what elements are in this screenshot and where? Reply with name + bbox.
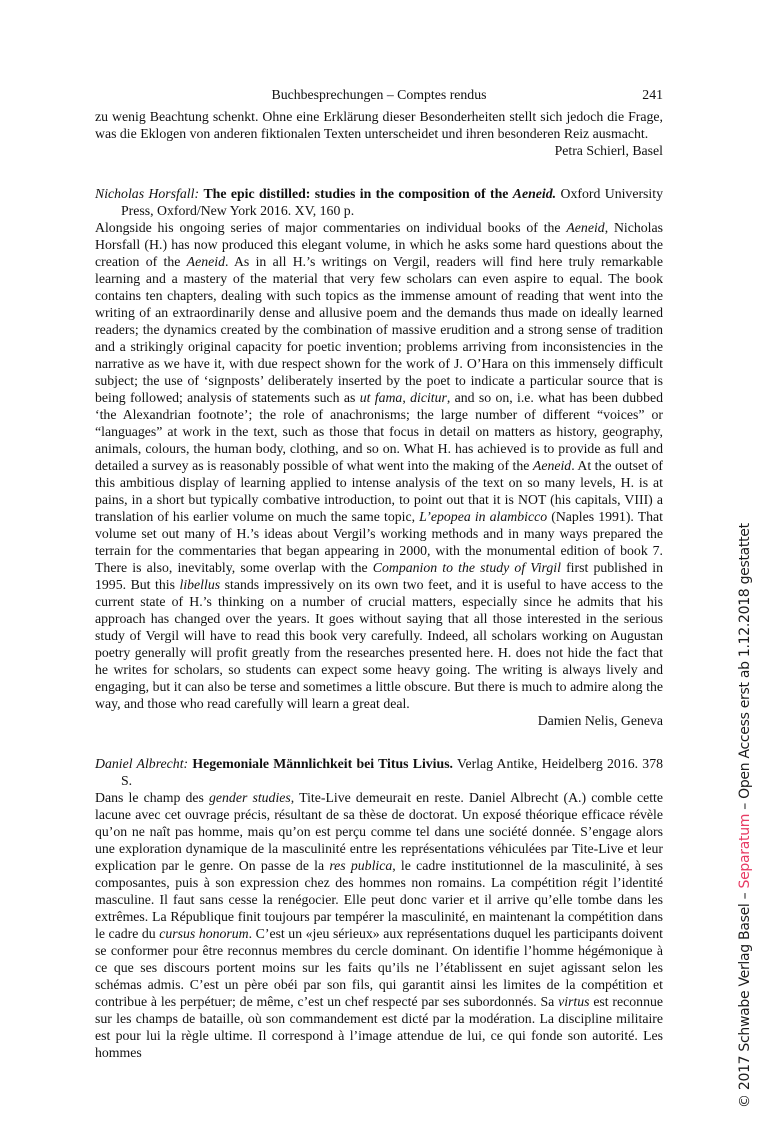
text-segment: first published in 1995. But this bbox=[95, 560, 663, 592]
review-horsfall-body bbox=[95, 219, 663, 712]
review-horsfall bbox=[95, 185, 663, 729]
copyright-sidebar-vertical-text bbox=[737, 486, 759, 1108]
text-segment: est reconnue sur les champs de bataille, où son commandement est dicté par la modération. La discipline militaire est pour lui la règle ultime. Il correspond à l’image attendue de lui, ce qui fonde son autorité. Les hommes bbox=[95, 994, 663, 1060]
text-segment: gender studies bbox=[209, 790, 291, 805]
text-column bbox=[95, 108, 663, 1061]
text-segment: , Tite-Live demeurait en reste. Daniel Albrecht (A.) comble cette lacune avec cet ouvrage précis, résultant de sa thèse de doctorat. Un exposé théorique efficace révèle qu’on ne naît pas homme, mais qu’on est perçu comme tel dans une société donnée. S’engage alors une exploration dynamique de la masculinité entre les représentations véhiculées par Tite-Live et leur explication par le genre. On passe de la bbox=[95, 790, 664, 873]
text-segment: Verlag Antike, Heidelberg 2016. 378 S. bbox=[121, 756, 664, 788]
text-segment: ut fama bbox=[359, 390, 403, 405]
review-albrecht bbox=[95, 755, 663, 1061]
text-segment: The epic distilled: studies in the composition of the bbox=[203, 186, 513, 201]
text-segment: , le cadre institutionnel de la masculinité, à ses composantes, puis à son expression chez des hommes non romains. La compétition régit l’identité masculine. Il faut sans cesse la renégocier. Elle peut donc varier et il arrive qu’elle tombe dans les extrêmes. La République finit toujours par tempérer la masculinité, en maintenant la compétition dans le cadre du bbox=[95, 858, 664, 941]
text-segment: virtus bbox=[558, 994, 590, 1009]
text-segment: , bbox=[402, 390, 411, 405]
text-segment: Separatum bbox=[737, 813, 753, 889]
reviewer-signature-nelis: Damien Nelis, Geneva bbox=[537, 713, 663, 728]
reviewer-signature-schierl: Petra Schierl, Basel bbox=[554, 143, 663, 158]
text-segment: . As in all H.’s writings on Vergil, readers will find here truly remarkable learning and a mastery of the material that very few scholars can even aspire to equal. The book contains ten chapters, dealing with such topics as the immense amount of reading that went into the writing of an extraordinarily dense and allusive poem and the demands thus made on ideally learned readers; the dynamics created by the combination of massive erudition and a strong sense of tradition and a strikingly original capacity for poetic invention; problems arriving from inconsistencies in the narrative as we have it, with due respect shown for the work of J. O’Hara on this immensely difficult subject; the use of ‘signposts’ deliberately inserted by the poet to indicate a particular source that is being followed; analysis of statements such as bbox=[95, 254, 664, 405]
text-segment: . C’est un «jeu sérieux» aux représentations duquel les participants doivent se conformer pour être reconnus membres du cercle dominant. On identifie l’homme hégémonique à ce que ses discours portent moins sur les faits qu’ils ne l’établissent en sujet agissant selon les schémas admis. C’est un père obéi par son fils, qui garantit ainsi les limites de la compétition et contribue à les perpétuer; de même, c’est un chef respecté par ses subordonnés. Sa bbox=[95, 926, 663, 1009]
page-number: 241 bbox=[642, 87, 663, 102]
review-albrecht-heading bbox=[95, 755, 663, 789]
review-horsfall-heading bbox=[95, 185, 663, 219]
continuation-paragraph: zu wenig Beachtung schenkt. Ohne eine Erklärung dieser Besonderheiten stellt sich jedoch die Frage, was die Eklogen von anderen fiktionalen Texten unterscheidet und ihren besonderen Reiz ausmacht. bbox=[95, 109, 663, 141]
text-segment: . At the outset of this ambitious display of learning applied to intense analysis of the text on so many levels, H. is at pains, in a short but typically combative introduction, to point out that it is NOT (his capitals, VIII) a translation of his earlier volume on much the same topic, bbox=[95, 458, 663, 524]
text-segment: © 2017 Schwabe Verlag Basel – bbox=[737, 888, 753, 1108]
text-segment: Nicholas Horsfall: bbox=[95, 186, 204, 201]
running-head-title: Buchbesprechungen – Comptes rendus bbox=[271, 87, 487, 102]
text-segment: Aeneid bbox=[186, 254, 225, 269]
text-segment: Aeneid. bbox=[512, 186, 557, 201]
text-segment: dicitur bbox=[410, 390, 447, 405]
text-segment: – Open Access erst ab 1.12.2018 gestattet bbox=[737, 523, 753, 814]
text-segment: L’epopea in alambicco bbox=[419, 509, 548, 524]
text-segment: Dans le champ des bbox=[95, 790, 210, 805]
text-segment: cursus honorum bbox=[159, 926, 249, 941]
text-segment: libellus bbox=[179, 577, 221, 592]
text-segment: Alongside his ongoing series of major commentaries on individual books of the bbox=[95, 220, 567, 235]
text-segment: Aeneid bbox=[566, 220, 605, 235]
text-segment: Daniel Albrecht: bbox=[95, 756, 193, 771]
text-segment: , and so on, i.e. what has been dubbed ‘the Alexandrian footnote’; the role of anachronisms; the large number of different “voices” or “languages” at work in the text, such as those that focus in detail on matters as history, geography, animals, colours, the human body, clothing, and so on. What H. has achieved is to provide as full and detailed a survey as is reasonably possible of what went into the making of the bbox=[95, 390, 663, 473]
text-segment: Companion to the study of Virgil bbox=[372, 560, 561, 575]
review-albrecht-body bbox=[95, 789, 663, 1061]
text-segment: (Naples 1991). That volume set out many of H.’s ideas about Vergil’s working methods and in many ways prepared the terrain for the commentaries that began appearing in 2000, with the monumental edition of book 7. There is also, inevitably, some overlap with the bbox=[95, 509, 663, 575]
text-segment: stands impressively on its own two feet, and it is useful to have access to the current state of H.’s thinking on a number of crucial matters, especially since he admits that his approach has changed over the years. It goes without saying that all those interested in the serious study of Vergil will have to read this book very carefully. Indeed, all scholars working on Augustan poetry generally will profit greatly from the researches presented here. H. does not hide the fact that he writes for scholars, so students can expect some heavy going. The writing is always lively and engaging, but it can also be terse and sometimes a little obscure. But there is much to admire along the way, and those who read carefully will learn a great deal. bbox=[95, 577, 663, 711]
text-segment: , Nicholas Horsfall (H.) has now produced this elegant volume, in which he asks some hard questions about the creation of the bbox=[95, 220, 663, 269]
text-segment: Aeneid bbox=[532, 458, 572, 473]
running-head bbox=[95, 86, 663, 103]
text-segment: res publica bbox=[329, 858, 393, 873]
text-segment: Oxford University Press, Oxford/New York 2016. XV, 160 p. bbox=[121, 186, 663, 218]
text-segment: Hegemoniale Männlichkeit bei Titus Livius. bbox=[192, 756, 454, 771]
